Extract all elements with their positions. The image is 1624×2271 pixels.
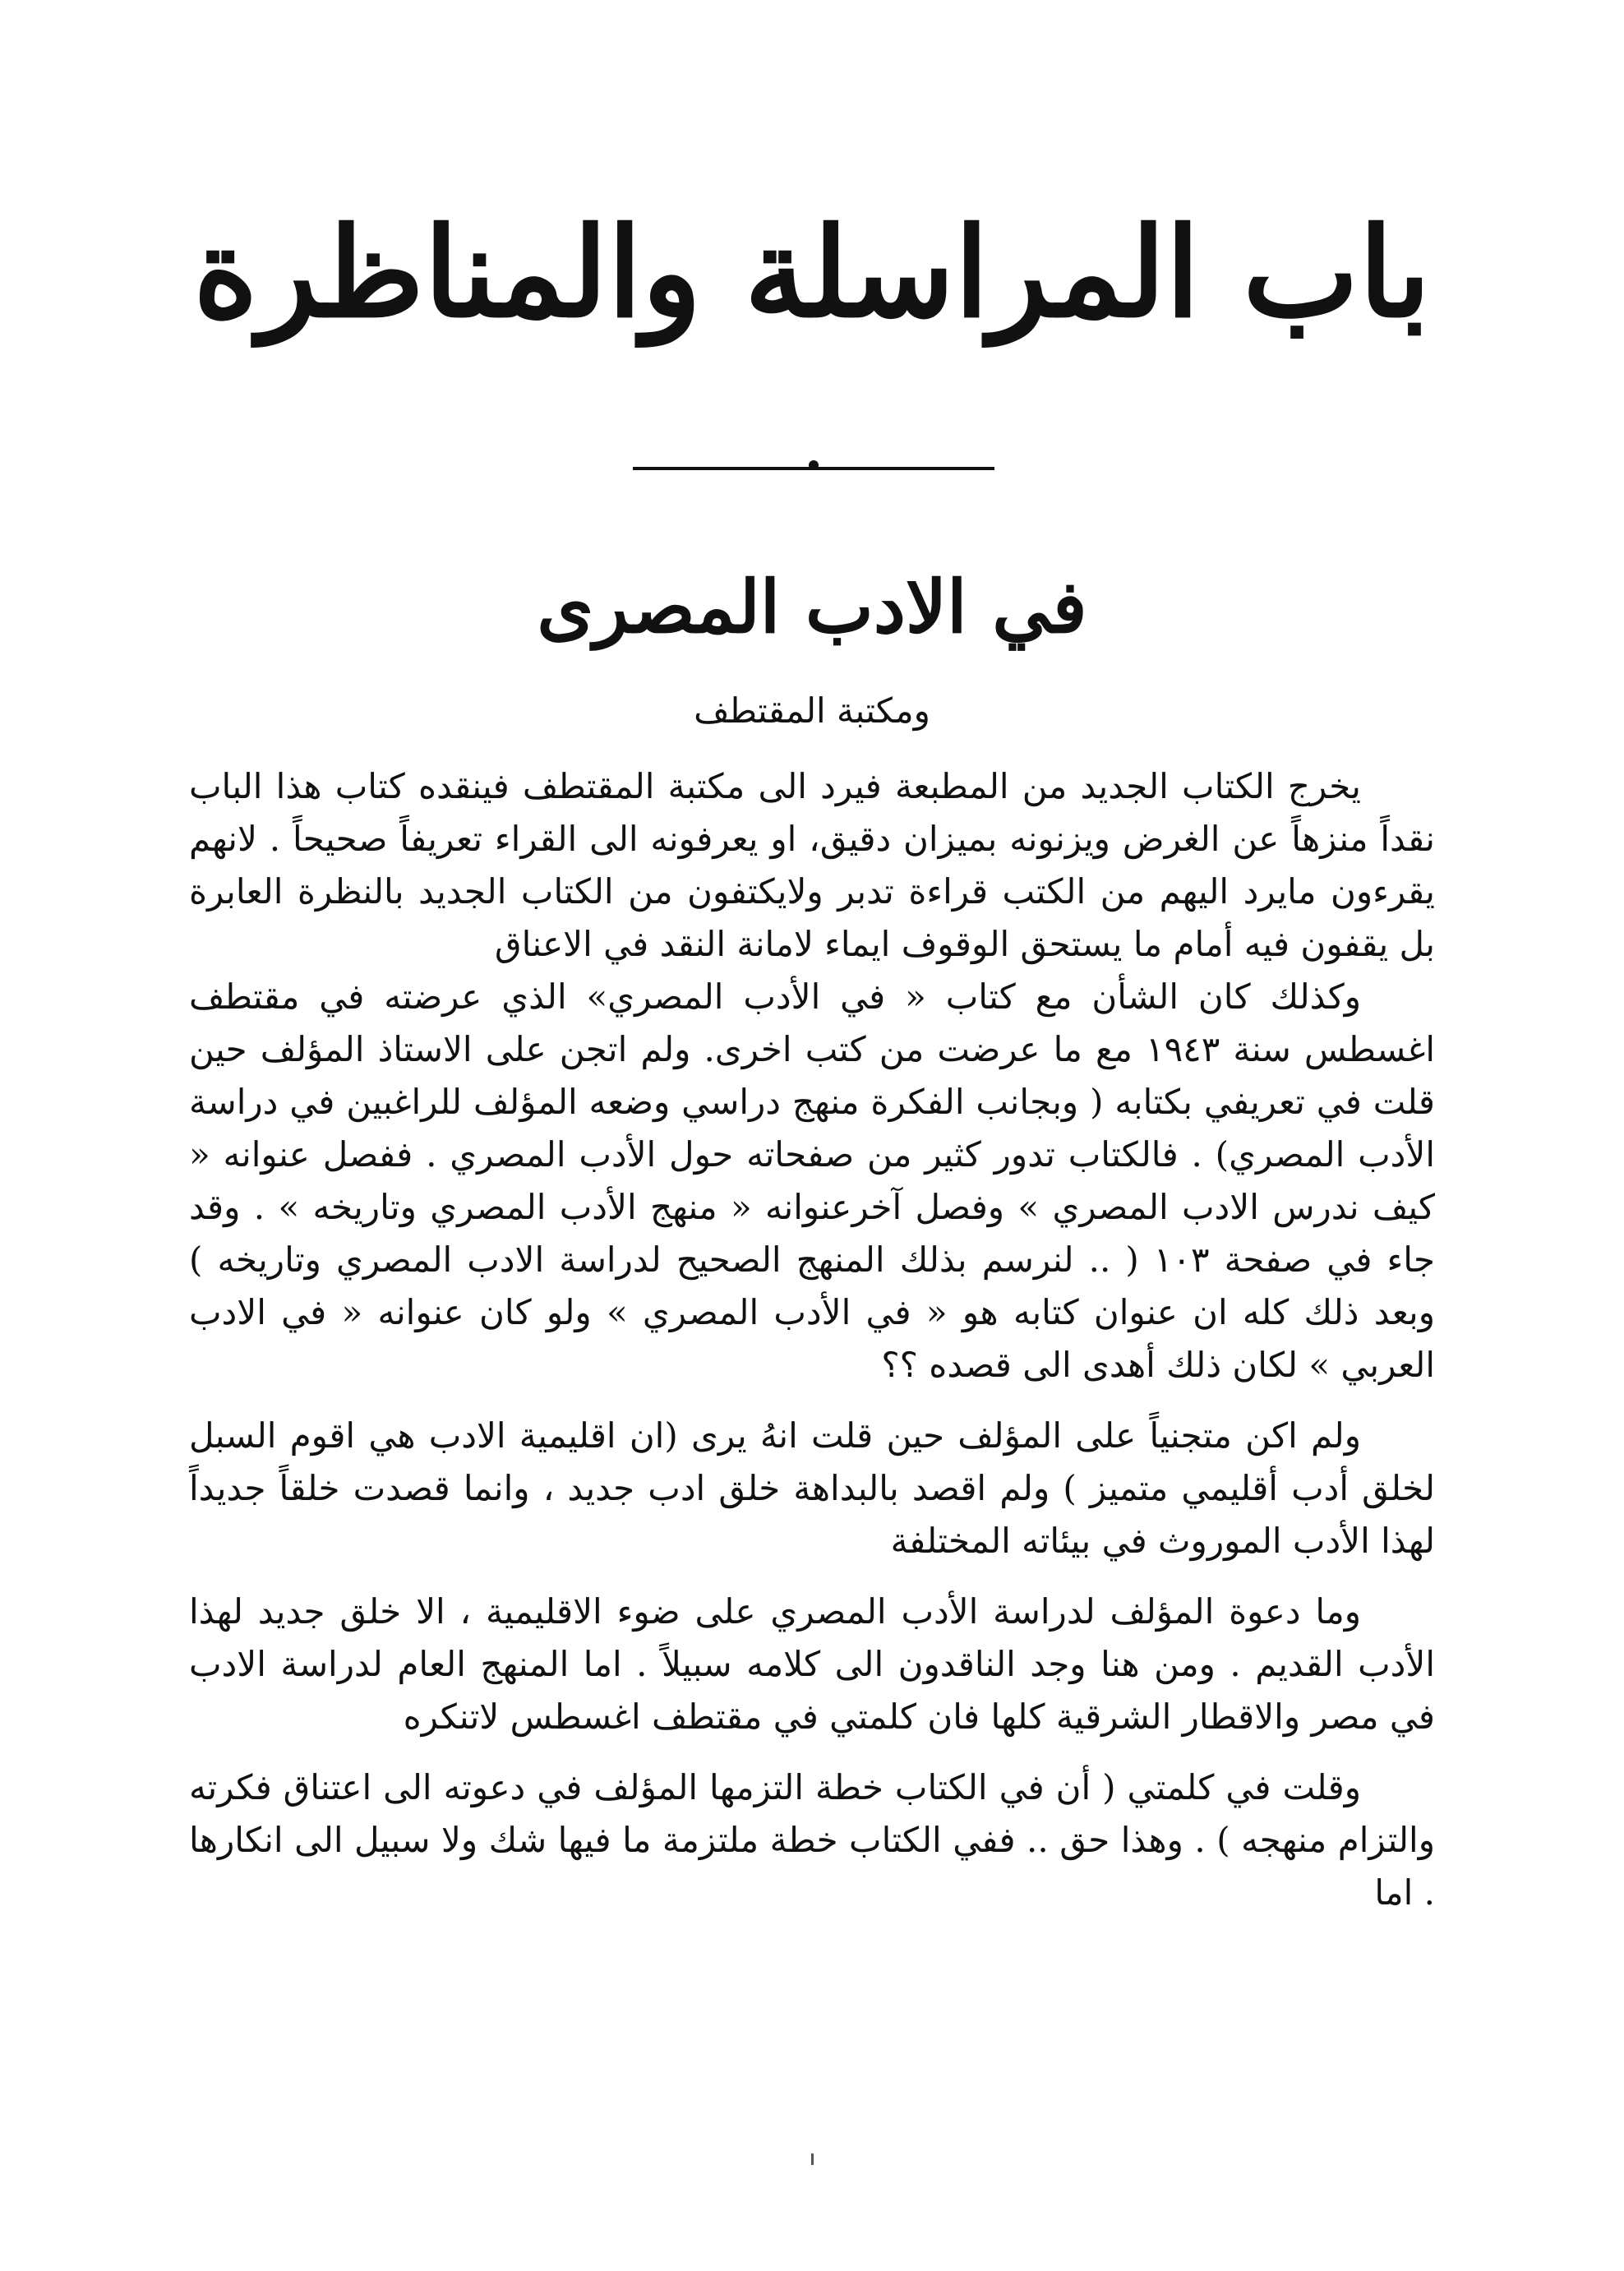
paragraph-5: وقلت في كلمتي ( أن في الكتاب خطة التزمها المؤلف في دعوته الى اعتناق فكرته والتزام منهجه ) . وهذا حق .. ففي الكتاب خطة ملتزمة ما فيها شك ولا سبيل الى انكارها . اما: [189, 1767, 1435, 1913]
section-title: باب المراسلة والمناظرة: [193, 201, 1431, 345]
article-subtitle: ومكتبة المقتطف: [694, 690, 930, 731]
paragraph-2: وكذلك كان الشأن مع كتاب « في الأدب المصري» الذي عرضته في مقتطف اغسطس سنة ١٩٤٣ مع ما عرضت من كتب اخرى. ولم اتجن على الاستاذ المؤلف حين قلت في تعريفي بكتابه ( وبجانب الفكرة منهج دراسي وضعه المؤلف للراغبين في دراسة الأدب المصري) . فالكتاب تدور كثير من صفحاته حول الأدب المصري . ففصل عنوانه « كيف ندرس الادب المصري » وفصل آخرعنوانه « منهج الأدب المصري وتاريخه » . وقد جاء في صفحة ١٠٣ ( .. لنرسم بذلك المنهج الصحيح لدراسة الادب المصري وتاريخه ) وبعد ذلك كله ان عنوان كتابه هو « في الأدب المصري » ولو كان عنوانه « في الادب العربي » لكان ذلك أهدى الى قصده ؟؟: [189, 976, 1435, 1385]
paragraph-1: يخرج الكتاب الجديد من المطبعة فيرد الى مكتبة المقتطف فينقده كتاب هذا الباب نقداً منزهاً عن الغرض ويزنونه بميزان دقيق، او يعرفونه الى القراء تعريفاً صحيحاً . لانهم يقرءون مايرد اليهم من الكتب قراءة تدبر ولايكتفون من الكتاب الجديد بالنظرة العابرة بل يقفون فيه أمام ما يستحق الوقوف ايماء لامانة النقد في الاعناق: [189, 766, 1435, 964]
paragraph-3: ولم اكن متجنياً على المؤلف حين قلت انهُ يرى (ان اقليمية الادب هي اقوم السبل لخلق أدب أقليمي متميز ) ولم اقصد بالبداهة خلق ادب جديد ، وانما قصدت خلقاً جديداً لهذا الأدب الموروث في بيئاته المختلفة: [189, 1415, 1435, 1561]
article-title: في الادب المصرى: [537, 564, 1087, 649]
article-body: [189, 760, 1435, 1919]
paragraph-4: وما دعوة المؤلف لدراسة الأدب المصري على ضوء الاقليمية ، الا خلق جديد لهذا الأدب القديم . ومن هنا وجد الناقدون الى كلامه سبيلاً . اما المنهج العام لدراسة الادب في مصر والاقطار الشرقية كلها فان كلمتي في مقتطف اغسطس لاتنكره: [189, 1591, 1435, 1737]
page-footer-mark: [811, 2153, 814, 2165]
title-divider-ornament: [809, 460, 819, 470]
